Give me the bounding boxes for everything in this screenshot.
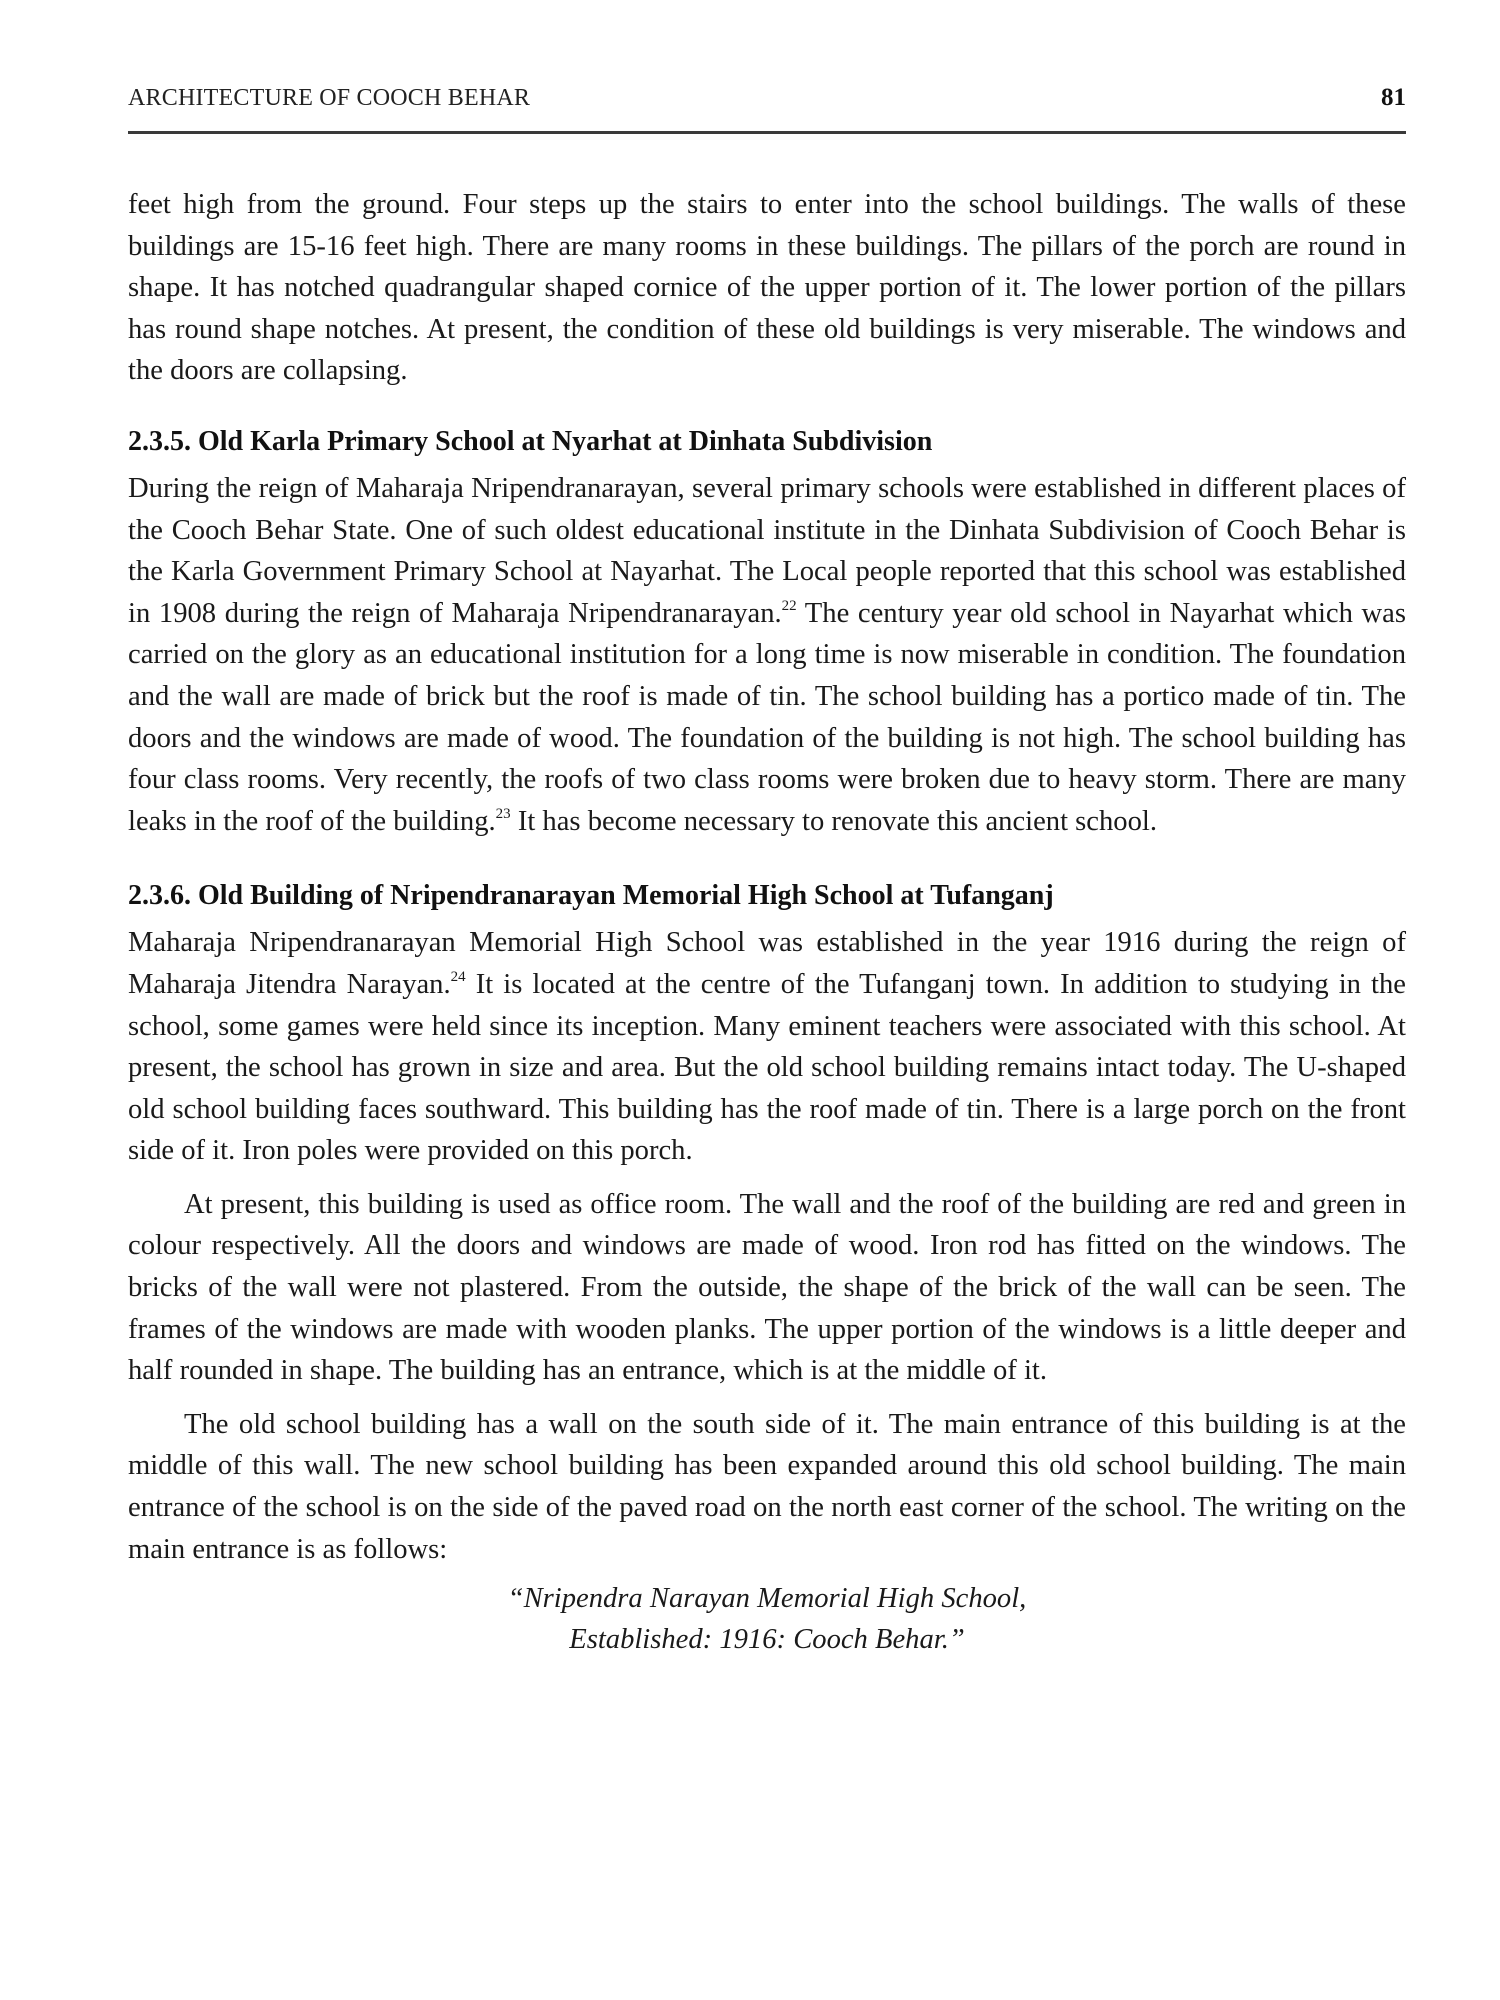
footnote-ref-24[interactable]: 24 <box>450 968 466 985</box>
footnote-ref-23[interactable]: 23 <box>495 805 511 822</box>
intro-paragraph: feet high from the ground. Four steps up the stairs to enter into the school buildings. The walls of these buildings are 15-16 feet high. There are many rooms in these buildings. The pillars of the porch are round in shape. It has notched quadrangular shaped cornice of the upper portion of it. The lower portion of the pillars has round shape notches. At present, the condition of these old buildings is very miserable. The windows and the doors are collapsing. <box>128 189 1406 387</box>
entrance-inscription-quote <box>128 1578 1406 1660</box>
paragraph-text: Maharaja Nripendranarayan Memorial High School was established in the year 1916 during the reign of Maharaja Jitendra Narayan. <box>128 927 1406 1000</box>
section-heading-2-3-5: 2.3.5. Old Karla Primary School at Nyarhat at Dinhata Subdivision <box>128 425 933 457</box>
page-number: 81 <box>1381 84 1406 111</box>
paragraph-text: It is located at the centre of the Tufanganj town. In addition to studying in the school, some games were held since its inception. Many eminent teachers were associated with this school. At present, the school has grown in size and area. But the old school building remains intact today. The U-shaped old school building faces southward. This building has the roof made of tin. There is a large porch on the front side of it. Iron poles were provided on this porch. <box>128 968 1406 1167</box>
section-2-3-5-paragraph <box>128 468 1406 842</box>
paragraph-text: The century year old school in Nayarhat which was carried on the glory as an educational institution for a long time is now miserable in condition. The foundation and the wall are made of brick but the roof is made of tin. The school building has a portico made of tin. The doors and the windows are made of wood. The foundation of the building is not high. The school building has four class rooms. Very recently, the roofs of two class rooms were broken due to heavy storm. There are many leaks in the roof of the building. <box>128 597 1407 837</box>
quote-line-2: Established: 1916: Cooch Behar.” <box>569 1624 965 1656</box>
section-heading-2-3-6: 2.3.6. Old Building of Nripendranarayan Memorial High School at Tufanganj <box>128 880 1054 912</box>
header-rule <box>128 131 1406 134</box>
quote-line-1: “Nripendra Narayan Memorial High School, <box>507 1583 1027 1615</box>
running-title: ARCHITECTURE OF COOCH BEHAR <box>128 85 531 111</box>
footnote-ref-22[interactable]: 22 <box>781 597 797 614</box>
body-text <box>128 184 1406 1660</box>
running-header <box>128 84 1406 114</box>
paragraph-text: During the reign of Maharaja Nripendranarayan, several primary schools were established in different places of the Cooch Behar State. One of such oldest educational institute in the Dinhata Subdivision of Cooch Behar is the Karla Government Primary School at Nayarhat. The Local people reported that this school was established in 1908 during the reign of Maharaja Nripendranarayan. <box>128 472 1406 629</box>
section-2-3-6-paragraph-3: The old school building has a wall on the south side of it. The main entrance of this building is at the middle of this wall. The new school building has been expanded around this old school building. The main entrance of the school is on the side of the paved road on the north east corner of the school. The writing on the main entrance is as follows: <box>128 1408 1406 1565</box>
section-2-3-6-paragraph-1 <box>128 922 1406 1172</box>
section-2-3-6-paragraph-2: At present, this building is used as office room. The wall and the roof of the building are red and green in colour respectively. All the doors and windows are made of wood. Iron rod has fitted on the windows. The bricks of the wall were not plastered. From the outside, the shape of the brick of the wall can be seen. The frames of the windows are made with wooden planks. The upper portion of the windows is a little deeper and half rounded in shape. The building has an entrance, which is at the middle of it. <box>128 1188 1406 1387</box>
paragraph-text: It has become necessary to renovate this ancient school. <box>510 805 1157 837</box>
